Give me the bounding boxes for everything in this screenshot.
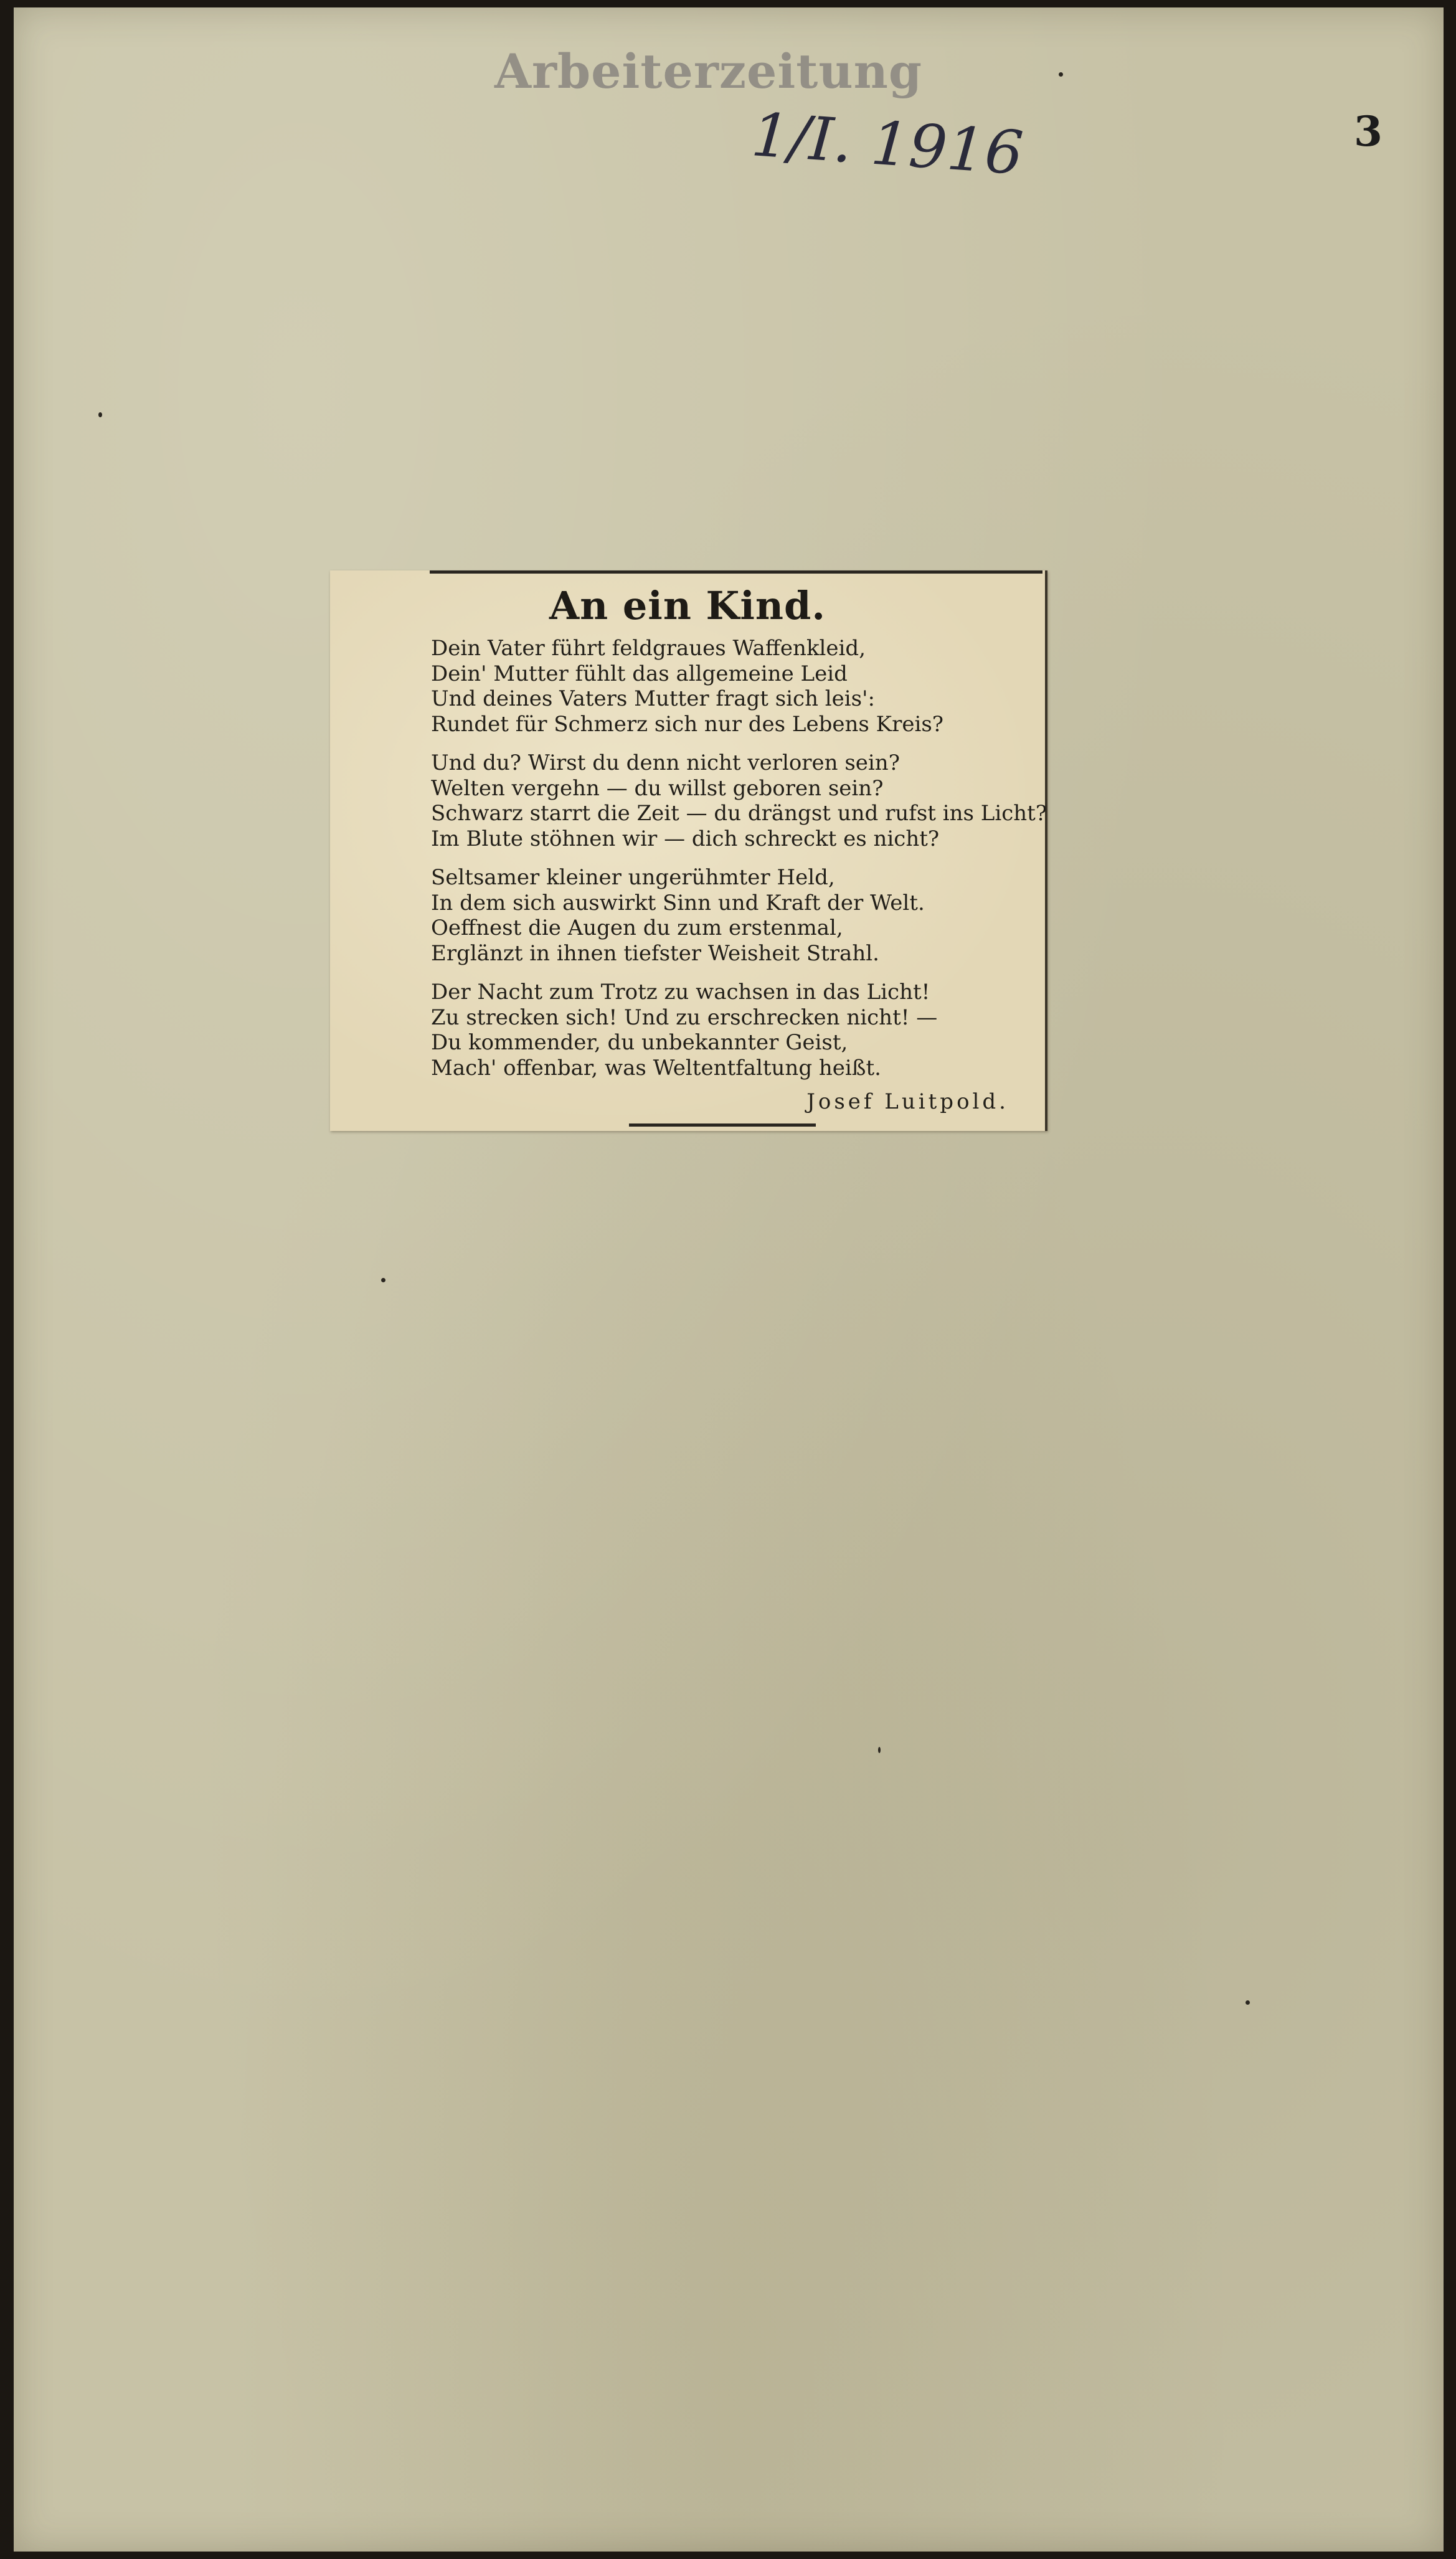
poem-stanza [431,865,1029,966]
poem-line: Und du? Wirst du denn nicht verloren sein? [431,750,900,775]
poem-title: An ein Kind. [549,583,826,628]
poem-line: Und deines Vaters Mutter fragt sich leis': [431,686,875,711]
poem-line: Dein' Mutter fühlt das allgemeine Leid [431,661,848,686]
paper-speck [878,1747,881,1753]
poem-stanza [431,750,1047,851]
poem-line: Schwarz starrt die Zeit — du drängst und rufst ins Licht? [431,801,1047,826]
paper-speck [1059,72,1063,77]
paper-speck [1246,2000,1250,2005]
poem-line: Welten vergehn — du willst geboren sein? [431,775,884,801]
newspaper-stamp: Arbeiterzeitung [494,44,923,99]
poem-line: Seltsamer kleiner ungerühmter Held, [431,865,835,890]
poem-line: Du kommender, du unbekannter Geist, [431,1030,848,1055]
poem-line: Zu strecken sich! Und zu erschrecken nicht! — [431,1005,938,1030]
poem-line: Mach' offenbar, was Weltentfaltung heißt. [431,1055,881,1081]
poem-stanza [431,636,1029,737]
page-number: 3 [1354,107,1383,156]
newspaper-clipping [330,570,1047,1131]
paper-speck [98,412,102,417]
poem-line: Oeffnest die Augen du zum erstenmal, [431,915,843,940]
poem-body [431,636,1047,1094]
poem-line: Rundet für Schmerz sich nur des Lebens Kreis? [431,711,943,737]
poem-line: Im Blute stöhnen wir — dich schreckt es nicht? [431,826,940,851]
poem-line: In dem sich auswirkt Sinn und Kraft der Welt. [431,890,925,915]
paper-speck [381,1278,385,1282]
clipping-top-rule [430,570,1042,574]
poem-author: Josef Luitpold. [806,1089,1009,1114]
handwritten-date: 1/I. 1916 [749,100,1026,189]
poem-line: Dein Vater führt feldgraues Waffenkleid, [431,636,866,661]
archive-sheet [14,7,1444,2552]
poem-line: Der Nacht zum Trotz zu wachsen in das Licht! [431,980,930,1005]
clipping-bottom-rule [629,1123,816,1127]
poem-line: Erglänzt in ihnen tiefster Weisheit Strahl. [431,940,879,966]
poem-stanza [431,980,1029,1081]
